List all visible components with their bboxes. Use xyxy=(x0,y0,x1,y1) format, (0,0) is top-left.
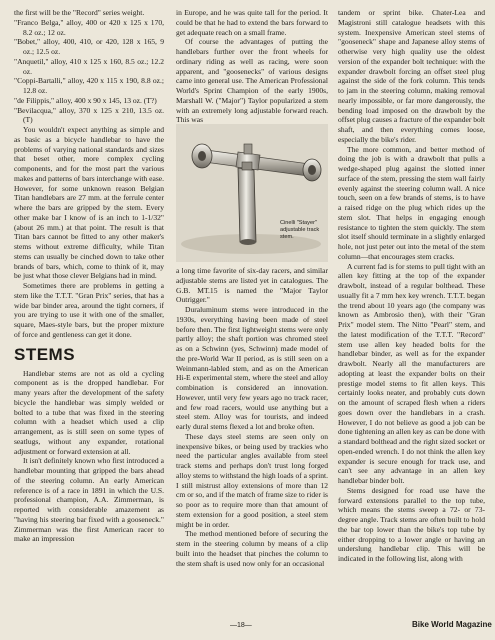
paragraph: Of course the advantages of putting the handlebars further over the front wheels for ordinary riding as well as racing, were soon apparent, and "goosenecks" of various designs came into general use. The American Professional World's Sprint Champion of the early 1900s, Marshall W. ("Major") Taylor popularized a stem with an extremely long adjustable forward reach. This was xyxy=(176,37,328,125)
stem-photo xyxy=(176,124,328,262)
spec-line: "Anquetil," alloy, 410 x 125 x 160, 8.5 oz.; 12.2 oz. xyxy=(14,56,164,76)
text-column-1 xyxy=(14,8,164,544)
magazine-name: Bike World Magazine xyxy=(412,620,492,629)
paragraph: Handlebar stems are not as old a cycling component as is the dropped handlebar. For many years after the development of the safety bicycle the handlebar was simply welded or bolted to a tube that was fixed in the steering column with a headset which used a clip arrangement, as is still seen on some types of seatlugs, without any expander, rotational adjustment or forward extension at all. xyxy=(14,368,164,456)
paragraph: a long time favorite of six-day racers, and similar adjustable stems are listed yet in catalogues. The G.B. MT.15 is named the "Major Taylor Outrigger." xyxy=(176,266,328,305)
paragraph: The method mentioned before of securing the stem in the steering column by means of a clip built into the headset that pinches the column to the stem shaft is used now only for an occasional xyxy=(176,529,328,568)
spec-line: "Coppi-Bartalli," alloy, 420 x 115 x 190, 8.8 oz.; 12.8 oz. xyxy=(14,76,164,95)
paragraph: These days steel stems are seen only on inexpensive bikes, or being used by trackies who need the particular angles available from steel track stems and perhaps don't trust long forged alloy stems to withstand the high loads of a sprint. I still mistrust alloy extensions of more than 12 cm or so, and if the match of frame size to rider is so poor as to require more than that amount of stem extension for a good position, a steel stem might be in order. xyxy=(176,431,328,529)
text-column-3 xyxy=(338,8,485,564)
spec-line: "de Filippis," alloy, 400 x 90 x 145, 13 oz. (T?) xyxy=(14,95,157,105)
spec-line: "Bevilacqua," alloy, 370 x 125 x 210, 13.5 oz. (T) xyxy=(14,105,164,125)
paragraph: A current fad is for stems to pull tight with an allen key fitting at the top of the expander drawbolt, instead of a regular bolthead. These usually fit a 7 mm hex key wrench. T.T.T. began the trend about 10 years ago (the company was known as Ambrosio then), with their "Gran Prix" model stem. The Nitto "Pearl" stem, and the latest modification of the T.T.T. "Record" stem use allen key headed bolts for the handlebar binder, as well as for the expander drawbolt. Nearly all the manufacturers are adopting at least the expander bolts on their prestige model stems to fit allen keys. This certainly looks neater, and probably cuts down on the amount of scraped flesh when a riders goes down over the handlebars in a crash. However, I do not believe as good a job can be done tightening an allen key as can be done with a standard bolthead and the right sized socket or open-ended wrench. I do not think the allen key expander is secure enough for track use, and can't see any advantage in an allen key handlebar binder bolt. xyxy=(338,261,485,485)
paragraph: in Europe, and he was quite tall for the period. It could be that he had to extend the bars forward to get adequate reach on a small frame. xyxy=(176,8,328,37)
photo-caption: Cinelli "Stayer" adjustable track stem. xyxy=(280,220,320,240)
paragraph: You wouldn't expect anything as simple and as basic as a bicycle handlebar to have the problems of varying national standards and sizes that beset other, more complex cycling components, and for the most part the various makes and patterns of bars interchange with ease. However, for some unknown reason Belgian Titan handlebars are 27 mm. at the ferrule center where the bars are gripped by the stem. Every other make bar I know of is an inch to 1-1/32" (about 26 mm.) at that point. The result is that Titan bars cannot be fitted to any other maker's stems without extreme difficulty, while Titan stems can usually be cinched down to take other brands of bars, which, come to think of it, may be just what those clever Belgians had in mind. xyxy=(14,125,164,281)
paragraph: Stems designed for road use have the forward extensions parallel to the top tube, which means the stems sweep a 72- or 73-degree angle. Track stems are often built to hold the bar top lower than the bike's top tube by either dropping to a lower angle or having an underslung handlebar clip. This will be indicated in the following list, along with xyxy=(338,485,485,563)
section-heading: STEMS xyxy=(14,344,76,364)
paragraph: Duraluminum stems were introduced in the 1930s, everything having been made of steel before then. The first lightweight stems were only partly alloy; the shaft portion was chromed steel as on a Schwinn (yes, Schwinn) made model of the pre-World War II period, as is still seen on a Weinmann-labled stem, and as on the American Hi-E experimental stem, where the steel and alloy combination is considered an innovation. However, until very few years ago no track racer, and few road racers, would use anything but a steel stem. Alloy was for tourists, and indeed early dural stems flexed a lot and broke often. xyxy=(176,305,328,431)
paragraph: tandem or sprint bike. Chater-Lea and Magistroni still catalogue headsets with this system. Inexpensive American steel stems of "gooseneck" shape and Japanese alloy stems of otherwise very high quality use the oldest version of the expander bolt technique: with the expander drawbolt forcing an offset steel plug against the side of the fork column. This tends to jam in the steering column, making removal nearly impossible, or far more dangerously, the bending load imposed on the drawbolt by the offset plug causes a fracture of the expander bolt shaft, and then everything comes loose, especially the bike's rider. xyxy=(338,8,485,144)
paragraph: The more common, and better method of doing the job is with a drawbolt that pulls a wedge-shaped plug against the slotted inner surface of the stem, pressing the stem wall fairly evenly against the steering column wall. A nice touch, seen on a few brands of stems, is to have a raised ridge on the plug which rides up the stem slot. That helps in engaging enough resistance to tighten the stem quickly. The stem slot itself should terminate in a slightly enlarged hole, not just peter out into the metal of the stem column—that encourages stem cracks. xyxy=(338,144,485,261)
spec-line: "Bobet," alloy, 400, 410, or 420, 128 x 165, 9 oz.; 12.5 oz. xyxy=(14,37,164,56)
page-number: —18— xyxy=(230,622,252,629)
text-column-2 xyxy=(176,8,328,568)
paragraph: It isn't definitely known who first introduced a handlebar mounting that gripped the bars ahead of the steering column. An early American reference is of a race in 1891 in which the U.S. professional champion, A.A. Zimmerman, is reported with considerable amazement as "having his steering bar fixed with a gooseneck." Zimmerman was the first American racer to make an impression xyxy=(14,456,164,544)
paragraph: the first will be the "Record" series weight. xyxy=(14,8,145,17)
spec-line: "Franco Belga," alloy, 400 or 420 x 125 x 170, 8.2 oz.; 12 oz. xyxy=(14,17,164,37)
stem-illustration-icon xyxy=(176,124,328,262)
paragraph: Sometimes there are problems in getting a stem like the T.T.T. "Gran Prix" series, that has a wide bar binder area, around the tight corners, if you are trying to use it with one of the smaller, square, Maes-style bars, but the proper mixture of force and gentleness can get it done. xyxy=(14,281,164,339)
